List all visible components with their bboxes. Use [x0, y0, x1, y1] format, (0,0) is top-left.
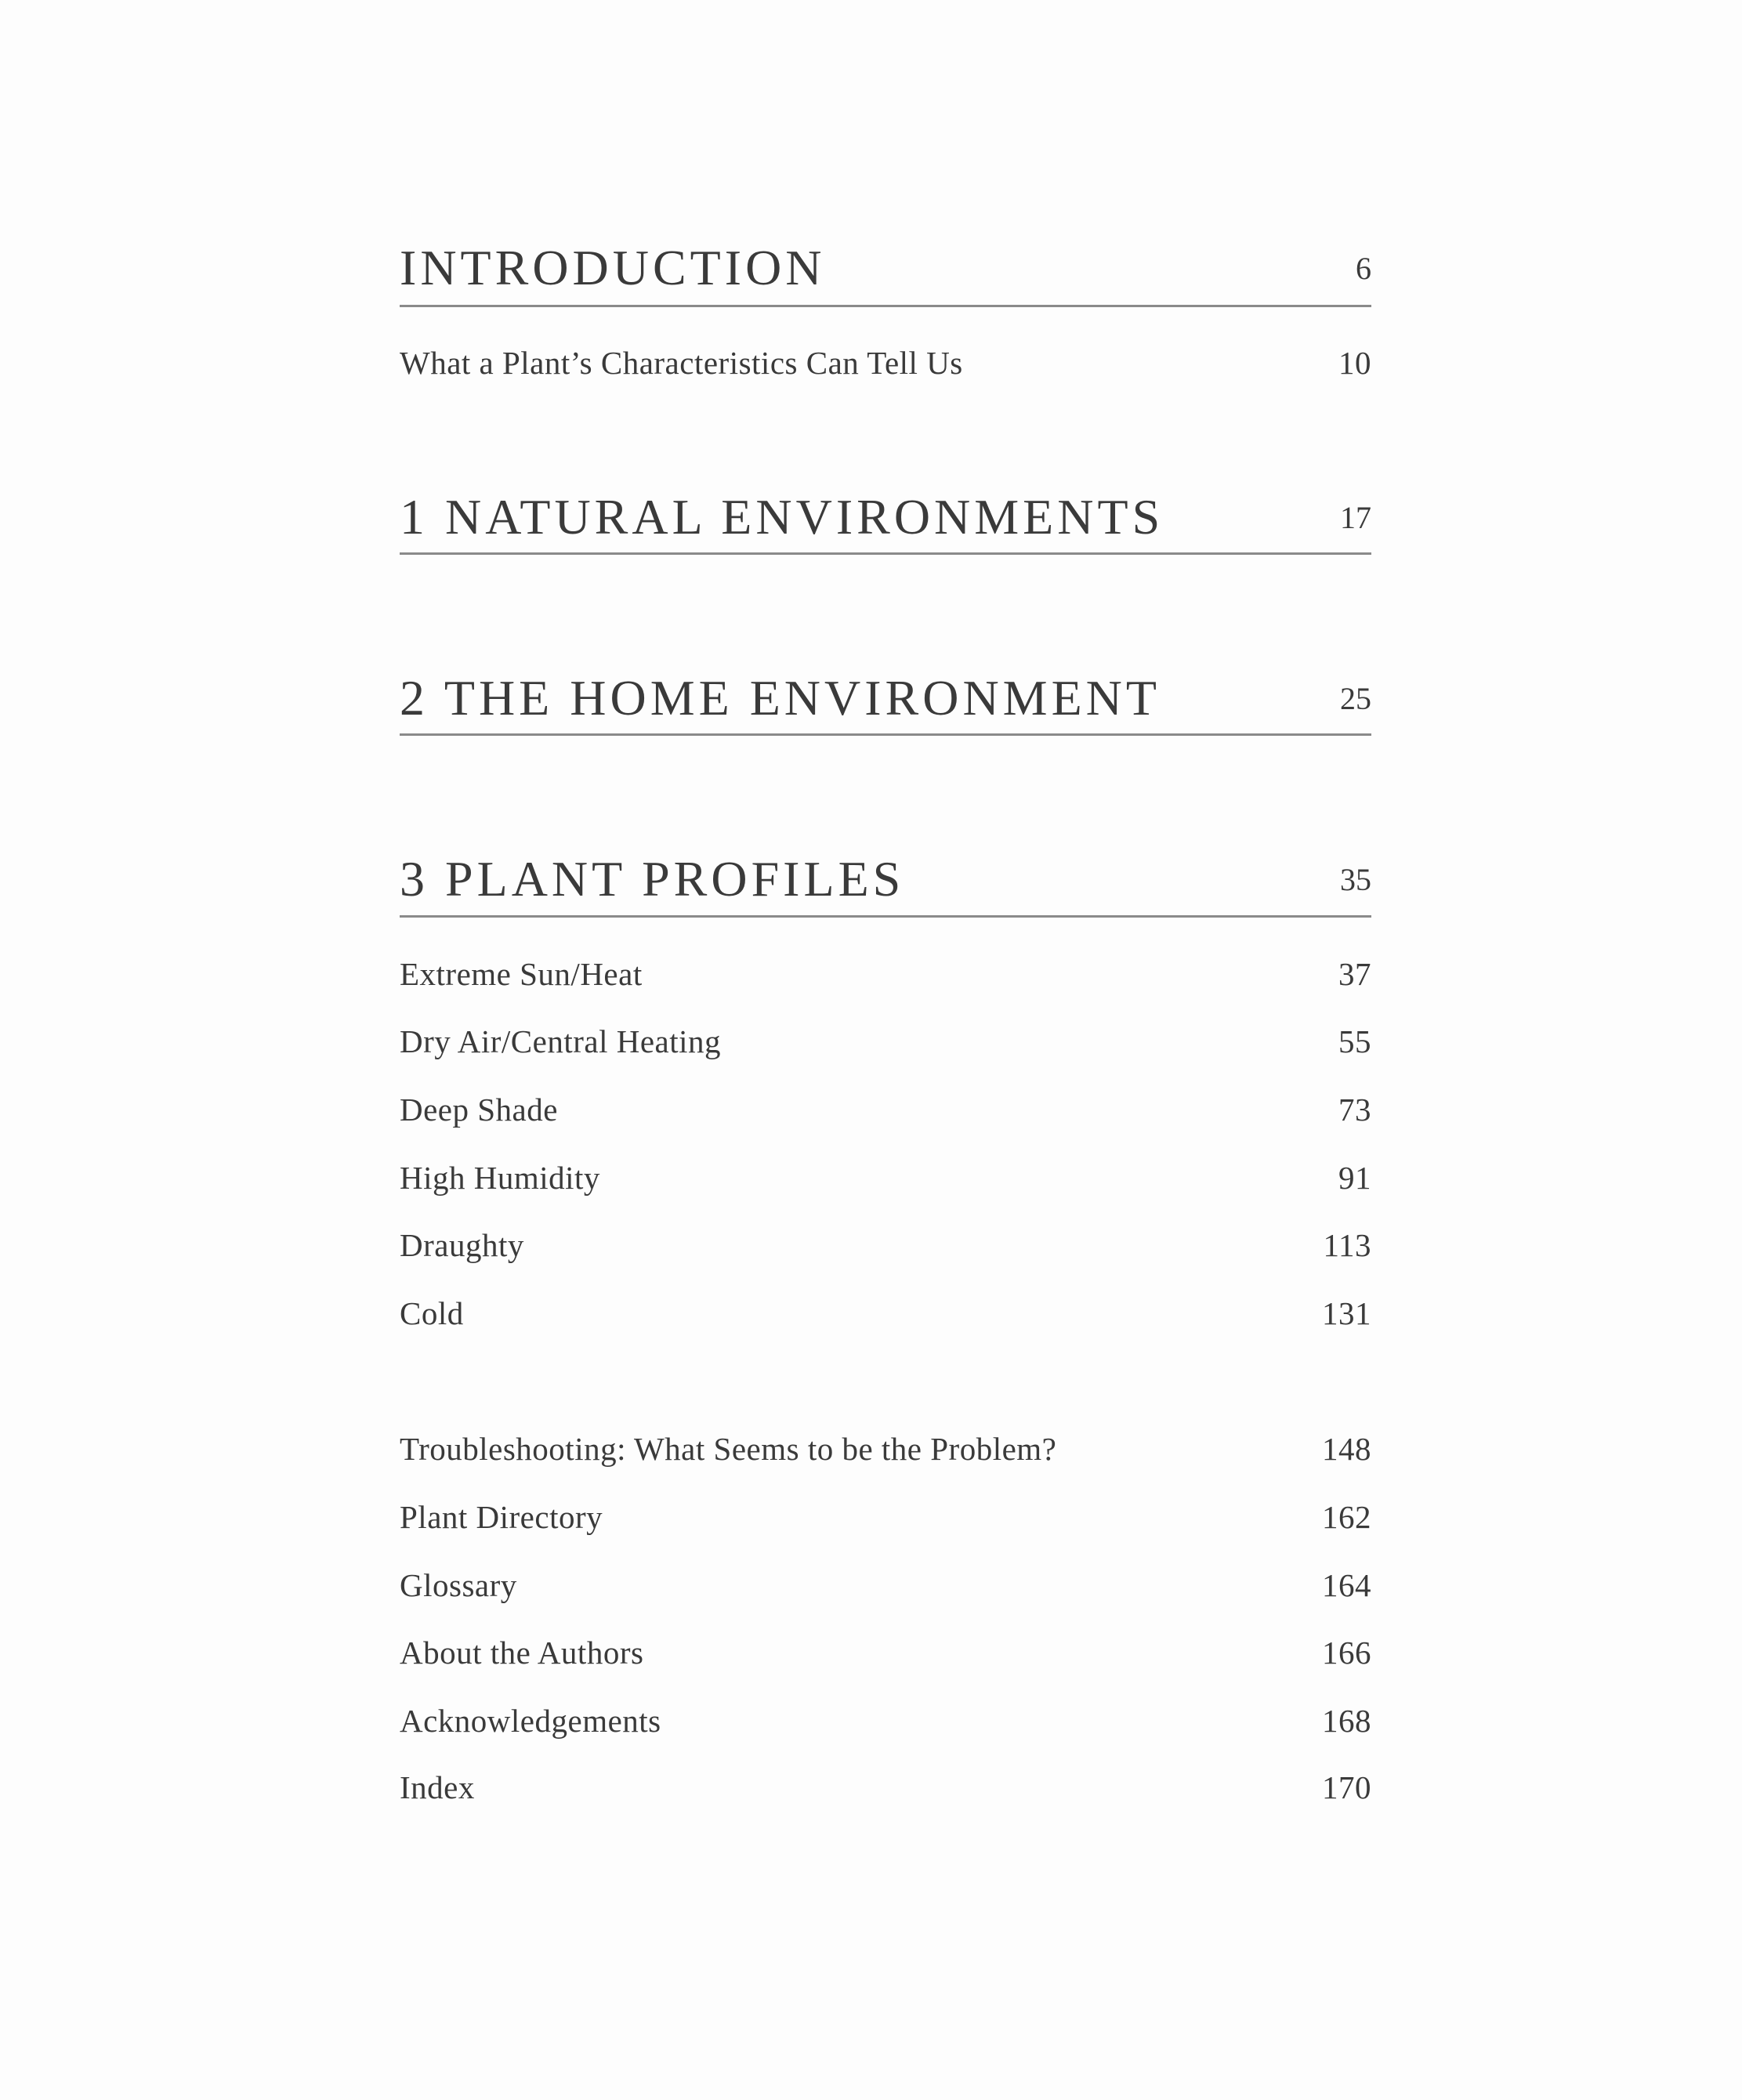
item-label: Extreme Sun/Heat — [400, 956, 643, 992]
page-number: 73 — [1338, 1092, 1371, 1128]
toc-item[interactable] — [400, 1697, 1371, 1744]
toc-item[interactable] — [400, 1018, 1371, 1065]
toc-item[interactable] — [400, 1154, 1371, 1201]
item-label: Dry Air/Central Heating — [400, 1023, 722, 1059]
heading-title: 3 PLANT PROFILES — [400, 851, 905, 907]
page-number: 113 — [1323, 1227, 1371, 1263]
toc-item[interactable] — [400, 339, 1371, 386]
page-number: 35 — [1340, 861, 1371, 897]
divider — [400, 733, 1371, 736]
page-number: 17 — [1340, 499, 1371, 535]
page-number: 6 — [1356, 250, 1371, 286]
page-number: 131 — [1322, 1295, 1371, 1331]
toc-heading-home-environment[interactable] — [400, 667, 1371, 730]
toc-item[interactable] — [400, 1494, 1371, 1541]
item-label: Acknowledgements — [400, 1703, 661, 1739]
item-label: Plant Directory — [400, 1499, 603, 1535]
page-number: 162 — [1322, 1499, 1371, 1535]
item-label: Cold — [400, 1295, 464, 1331]
divider — [400, 305, 1371, 307]
divider — [400, 552, 1371, 555]
toc-heading-plant-profiles[interactable] — [400, 848, 1371, 911]
page-number: 148 — [1322, 1431, 1371, 1467]
page-number: 170 — [1322, 1769, 1371, 1805]
heading-title: INTRODUCTION — [400, 240, 826, 295]
heading-title: 2 THE HOME ENVIRONMENT — [400, 670, 1161, 726]
toc-item[interactable] — [400, 950, 1371, 998]
toc-heading-natural-environments[interactable] — [400, 486, 1371, 549]
page-number: 10 — [1338, 345, 1371, 381]
toc-item[interactable] — [400, 1222, 1371, 1269]
item-label: Deep Shade — [400, 1092, 558, 1128]
divider — [400, 915, 1371, 918]
page-number: 37 — [1338, 956, 1371, 992]
toc-item[interactable] — [400, 1764, 1371, 1811]
toc-heading-introduction[interactable] — [400, 237, 1371, 299]
toc-item[interactable] — [400, 1562, 1371, 1609]
toc-item[interactable] — [400, 1629, 1371, 1676]
heading-title: 1 NATURAL ENVIRONMENTS — [400, 489, 1164, 545]
item-label: Index — [400, 1769, 475, 1805]
item-label: What a Plant’s Characteristics Can Tell Us — [400, 345, 963, 381]
page-number: 166 — [1322, 1635, 1371, 1671]
page-number: 25 — [1340, 680, 1371, 716]
toc-item[interactable] — [400, 1425, 1371, 1472]
toc-item[interactable] — [400, 1086, 1371, 1133]
item-label: About the Authors — [400, 1635, 644, 1671]
page-number: 164 — [1322, 1567, 1371, 1603]
page-number: 168 — [1322, 1703, 1371, 1739]
item-label: Troubleshooting: What Seems to be the Problem? — [400, 1431, 1057, 1467]
page-number: 91 — [1338, 1160, 1371, 1196]
item-label: Draughty — [400, 1227, 524, 1263]
page-number: 55 — [1338, 1023, 1371, 1059]
item-label: Glossary — [400, 1567, 517, 1603]
toc-item[interactable] — [400, 1290, 1371, 1337]
item-label: High Humidity — [400, 1160, 600, 1196]
